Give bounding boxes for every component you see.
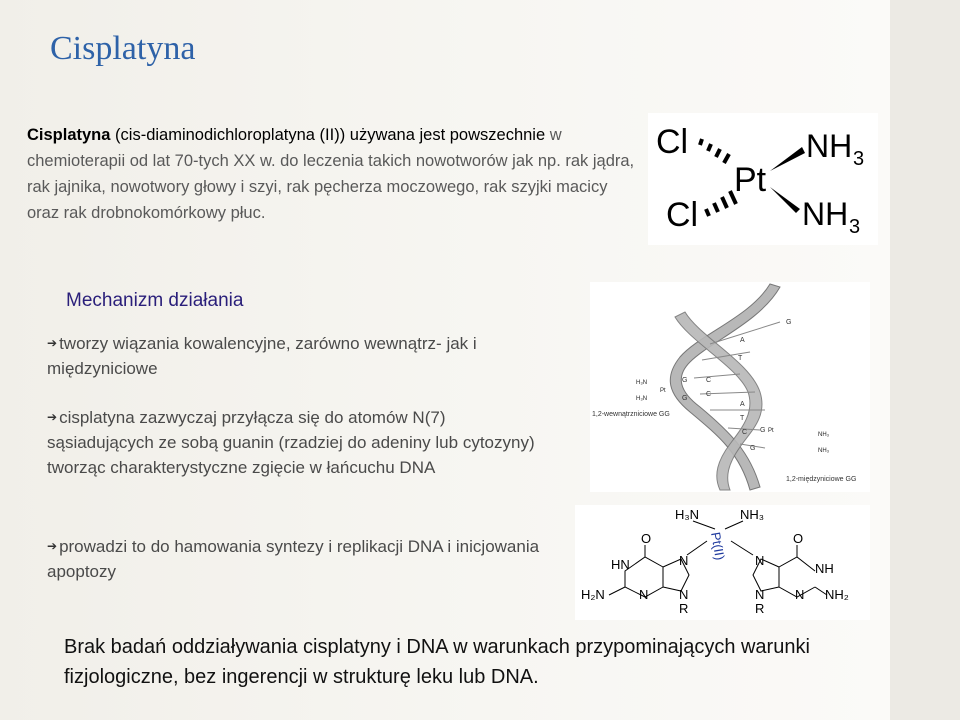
svg-text:O: O	[641, 531, 652, 546]
slide-title: Cisplatyna	[50, 30, 196, 67]
inter-strand-label: 1,2-międzyniciowe GG	[786, 476, 857, 483]
svg-text:G: G	[682, 377, 688, 384]
hashed-bond-cl-top	[700, 139, 729, 163]
guanine-crosslink-drawing	[575, 505, 870, 620]
svg-text:H₂N: H₂N	[581, 587, 605, 602]
svg-text:G: G	[682, 395, 688, 402]
svg-text:R: R	[755, 601, 765, 616]
svg-text:H₃N: H₃N	[675, 507, 700, 522]
svg-text:Pt: Pt	[768, 428, 774, 434]
mechanism-bullet-3	[47, 534, 547, 584]
mechanism-title: Mechanizm działania	[66, 290, 244, 311]
arrow-bullet-icon: ➔	[47, 410, 58, 424]
svg-text:N: N	[755, 587, 765, 602]
svg-text:NH₃: NH₃	[818, 448, 830, 454]
structure-cl-top: Cl	[656, 123, 689, 161]
svg-text:NH: NH	[815, 561, 834, 576]
wedge-bond-nh3-top	[770, 147, 805, 171]
structure-nh-bottom: NH	[802, 196, 849, 232]
svg-text:G: G	[760, 427, 766, 434]
intra-strand-label: 1,2-wewnątrzniciowe GG	[592, 411, 670, 418]
svg-text:HN: HN	[611, 557, 630, 572]
dna-helix-drawing	[590, 282, 870, 492]
bullet-2-text: cisplatyna zazwyczaj przyłącza się do atomów N(7) sąsiadujących ze sobą guanin (rzadziej do adeniny lub cytozyny) tworząc charakterystyczne zgięcie w łańcuchu DNA	[47, 408, 535, 477]
bullet-1-text: tworzy wiązania kowalencyjne, zarówno wewnątrz- jak i międzyniciowe	[47, 334, 477, 378]
svg-text:O: O	[793, 531, 804, 546]
svg-text:R: R	[679, 601, 689, 616]
structure-sub-top: 3	[853, 148, 865, 170]
guanine-crosslink-figure	[575, 505, 870, 620]
structure-nh-top: NH	[806, 128, 853, 164]
pt-ii-label: Pt(II)	[708, 530, 728, 562]
hashed-bond-cl-bottom	[706, 191, 736, 216]
structure-sub-bottom: 3	[849, 216, 861, 238]
slide-right-strip	[890, 0, 960, 720]
svg-text:H₃N: H₃N	[636, 396, 648, 402]
svg-text:NH₂: NH₂	[825, 587, 849, 602]
intro-drug-name: Cisplatyna	[27, 126, 111, 144]
mechanism-bullet-2	[47, 405, 547, 480]
svg-text:A: A	[740, 401, 745, 408]
intro-line1: (cis-diaminodichloroplatyna (II)) używana jest powszechnie	[110, 126, 546, 144]
svg-text:Pt: Pt	[660, 388, 666, 394]
svg-text:NH₃: NH₃	[740, 507, 765, 522]
wedge-bond-nh3-bottom	[770, 187, 800, 213]
svg-text:T: T	[740, 415, 745, 422]
svg-text:G: G	[750, 445, 756, 452]
svg-text:C: C	[706, 377, 712, 384]
svg-text:T: T	[738, 355, 743, 362]
arrow-bullet-icon: ➔	[47, 336, 58, 350]
svg-text:H₃N: H₃N	[636, 380, 648, 386]
svg-text:N: N	[679, 553, 689, 568]
dna-strands	[670, 284, 780, 490]
svg-text:N: N	[679, 587, 689, 602]
arrow-bullet-icon: ➔	[47, 539, 58, 553]
svg-text:N: N	[755, 553, 765, 568]
mechanism-bullet-1	[47, 331, 547, 381]
intro-rest: w chemioterapii od lat 70-tych XX w. do leczenia takich nowotworów jak np. rak jądra, rak jajnika, nowotwory głowy i szyi, rak pęcherza moczowego, rak szyjki macicy oraz rak drobnokomórkowy płuc.	[27, 126, 635, 222]
cisplatin-structure-drawing	[648, 113, 878, 245]
svg-text:C: C	[742, 429, 748, 436]
svg-text:A: A	[740, 337, 745, 344]
svg-text:G: G	[786, 319, 792, 326]
svg-text:NH₃: NH₃	[818, 432, 830, 438]
cisplatin-structure	[648, 113, 878, 245]
svg-text:N: N	[639, 587, 649, 602]
guanine-atom-labels	[581, 507, 849, 616]
bottom-note: Brak badań oddziaływania cisplatyny i DNA w warunkach przypominających warunki fizjologiczne, bez ingerencji w strukturę leku lub DNA.	[64, 636, 810, 688]
svg-text:C: C	[706, 391, 712, 398]
structure-pt: Pt	[734, 161, 767, 199]
svg-text:N: N	[795, 587, 805, 602]
dna-crosslink-figure	[590, 282, 870, 492]
intro-paragraph	[27, 122, 637, 226]
bullet-3-text: prowadzi to do hamowania syntezy i replikacji DNA i inicjowania apoptozy	[47, 537, 540, 581]
structure-cl-bottom: Cl	[666, 196, 699, 234]
